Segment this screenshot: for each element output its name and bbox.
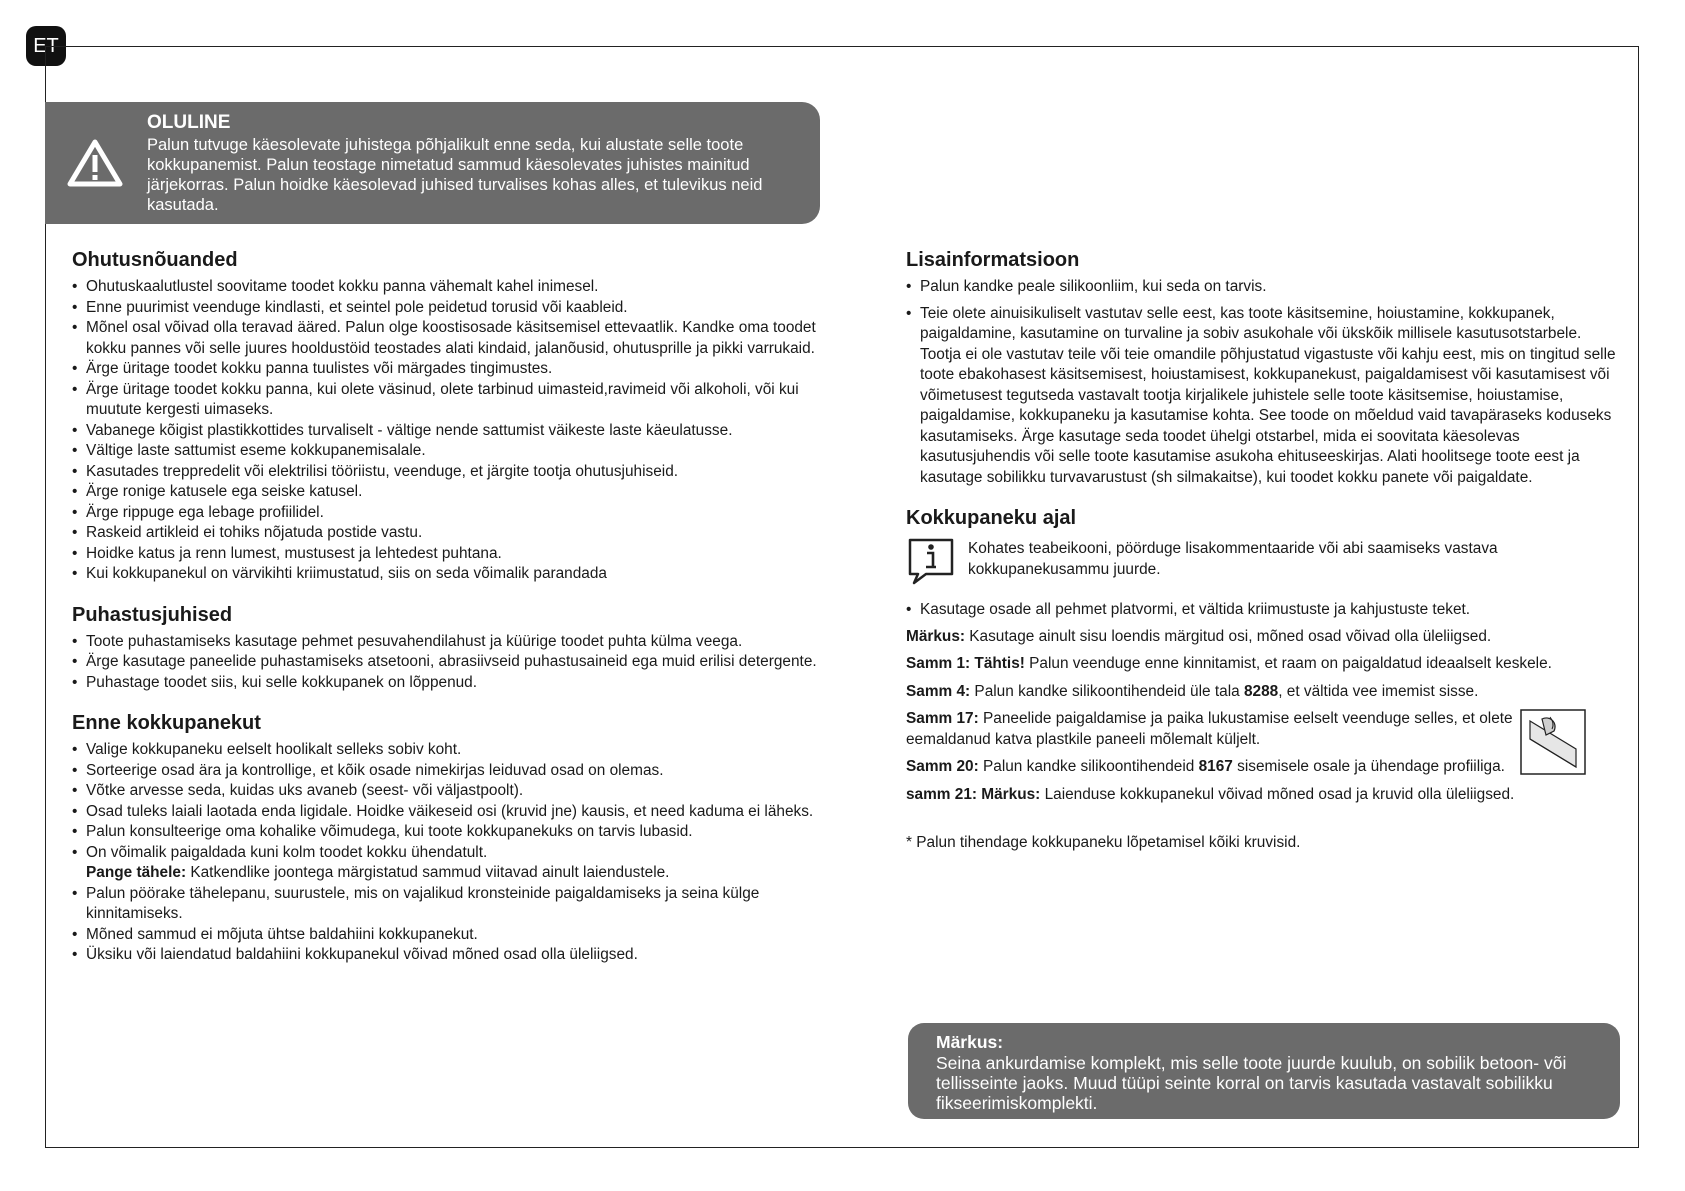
attention-text: Katkendlike joontega märgistatud sammud viitavad ainult laiendustele.	[186, 864, 670, 881]
list-item: • Ärge ronige katusele ega seiske katusel.	[72, 482, 832, 503]
step-4-text-end: , et vältida vee imemist sisse.	[1278, 682, 1479, 700]
important-title: OLULINE	[147, 112, 231, 133]
wall-anchor-note-text: Seina ankurdamise komplekt, mis selle toote juurde kuulub, on sobilik betoon- või tellisseinte jaoks. Muud tüüpi seinte korral on tarvis kasutada vastavalt sobilikku fikseerimiskomplekti.	[936, 1053, 1567, 1113]
list-item: • Sorteerige osad ära ja kontrollige, et kõik osade nimekirjas leiduvad osad on olemas.	[72, 761, 832, 782]
step-20-note	[906, 757, 1626, 778]
list-item: • Puhastage toodet siis, kui selle kokkupanek on lõppenud.	[72, 673, 832, 694]
safety-list	[72, 277, 832, 585]
step-21-label: samm 21: Märkus:	[906, 785, 1041, 803]
cleaning-list	[72, 632, 832, 694]
attention-label: Pange tähele:	[86, 864, 187, 881]
list-item	[72, 843, 832, 884]
list-item: • Palun konsulteerige oma kohalike võimudega, kui toote kokkupanekuks on tarvis lubasid.	[72, 822, 832, 843]
list-item: • Ärge kasutage paneelide puhastamiseks atsetooni, abrasiivseid puhastusaineid ega muid erilisi detergente.	[72, 652, 832, 673]
list-item: • Vältige laste sattumist eseme kokkupanemisalale.	[72, 441, 832, 462]
panel-film-removal-illustration	[1520, 709, 1586, 775]
list-item: • Ohutuskaalutlustel soovitame toodet kokku panna vähemalt kahel inimesel.	[72, 277, 832, 298]
step-4-label: Samm 4:	[906, 682, 971, 700]
list-item: • Raskeid artikleid ei tohiks nõjatuda postide vastu.	[72, 523, 832, 544]
list-item: • Palun kandke peale silikoonliim, kui seda on tarvis.	[906, 277, 1626, 298]
list-item: • Ärge rippuge ega lebage profiilidel.	[72, 503, 832, 524]
right-column	[906, 248, 1626, 872]
list-item: • Toote puhastamiseks kasutage pehmet pesuvahendilahust ja küürige toodet puhta külma veega.	[72, 632, 832, 653]
list-item-text: On võimalik paigaldada kuni kolm toodet kokku ühendatult.	[86, 843, 488, 861]
note-text: Kasutage ainult sisu loendis märgitud osi, mõned osad võivad olla üleliigsed.	[965, 627, 1492, 645]
during-assembly-heading: Kokkupaneku ajal	[906, 507, 1077, 529]
language-badge: ET	[26, 26, 66, 66]
step-17-label: Samm 17:	[906, 710, 979, 727]
step-17-text: Paneelide paigaldamise ja paika lukustamise eelselt veenduge selles, et olete eemaldanud katva plastkile paneeli mõlemalt küljelt.	[906, 710, 1513, 748]
step-17-note	[906, 709, 1516, 750]
important-text: Palun tutvuge käesolevate juhistega põhjalikult enne seda, kui alustate selle toote kokkupanemist. Palun teostage nimetatud sammud käesolevates juhistes mainitud järjekorras. Palun hoidke käesolevad juhised turvalises kohas alles, et tulevikus neid kasutada.	[147, 136, 763, 214]
step-21-text: Laienduse kokkupanekul võivad mõned osad ja kruvid olla üleliigsed.	[1040, 785, 1515, 803]
general-note	[906, 627, 1626, 648]
list-item: • Ärge üritage toodet kokku panna, kui olete väsinud, olete tarbinud uimasteid,ravimeid või alkoholi, või kui muutute kergesti uimaseks.	[72, 380, 832, 421]
list-item: • Kasutage osade all pehmet platvormi, et vältida kriimustuste ja kahjustuste teket.	[906, 600, 1626, 621]
list-item: • Kasutades treppredelit või elektrilisi tööriistu, veenduge, et järgite tootja ohutusjuhiseid.	[72, 462, 832, 483]
safety-section	[72, 248, 832, 585]
attention-note	[86, 863, 832, 884]
list-item: • Üksiku või laiendatud baldahiini kokkupanekul võivad mõned osad olla üleliigsed.	[72, 945, 832, 966]
list-item: • Valige kokkupaneku eelselt hoolikalt selleks sobiv koht.	[72, 740, 832, 761]
step-1-label: Samm 1: Tähtis!	[906, 655, 1025, 672]
additional-info-heading: Lisainformatsioon	[906, 249, 1080, 271]
important-notice	[45, 102, 820, 224]
list-item: • Palun pöörake tähelepanu, suurustele, mis on vajalikud kronsteinide paigaldamiseks ja seina külge kinnitamiseks.	[72, 884, 832, 925]
step-1-text: Palun veenduge enne kinnitamist, et raam on paigaldatud ideaalselt keskele.	[1024, 655, 1552, 672]
note-label: Märkus:	[906, 627, 966, 645]
wall-anchor-note	[908, 1023, 1620, 1119]
list-item: • Hoidke katus ja renn lumest, mustusest ja lehtedest puhtana.	[72, 544, 832, 565]
list-item: • Mõnel osal võivad olla teravad ääred. Palun olge koostisosade käsitsemisel ettevaatlik. Kandke oma toodet kokku pannes või selle juures hooldustöid teostades alati kindaid, jalanõusid, ohutusprille ja pikki varrukaid.	[72, 318, 832, 359]
during-assembly-list	[906, 600, 1626, 621]
list-item: • Ärge üritage toodet kokku panna tuulistes või märgades tingimustes.	[72, 359, 832, 380]
step-20-text-end: sisemisele osale ja ühendage profiiliga.	[1232, 758, 1505, 775]
during-assembly-section	[906, 506, 1626, 854]
info-row	[906, 536, 1626, 586]
additional-info-section	[906, 248, 1626, 488]
additional-info-list	[906, 277, 1626, 488]
info-text: Kohates teabeikooni, pöörduge lisakommentaaride või abi saamiseks vastava kokkupanekusammu juurde.	[968, 540, 1498, 578]
step-17-block	[906, 709, 1626, 750]
part-code-8167: 8167	[1198, 758, 1233, 775]
part-code-8288: 8288	[1243, 682, 1279, 700]
cleaning-heading: Puhastusjuhised	[72, 603, 233, 626]
list-item: • Osad tuleks laiali laotada enda ligidale. Hoidke väikeseid osi (kruvid jne) kausis, et need kaduma ei läheks.	[72, 802, 832, 823]
before-assembly-list	[72, 740, 832, 966]
footnote: * Palun tihendage kokkupaneku lõpetamisel kõiki kruvisid.	[906, 834, 1301, 851]
step-4-note	[906, 682, 1626, 703]
cleaning-section	[72, 603, 832, 694]
list-item: • Enne puurimist veenduge kindlasti, et seintel pole peidetud torusid või kaableid.	[72, 298, 832, 319]
list-item: • Vabanege kõigist plastikkottides turvaliselt - vältige nende sattumist väikeste laste käeulatusse.	[72, 421, 832, 442]
list-item: • Teie olete ainuisikuliselt vastutav selle eest, kas toote käsitsemine, hoiustamine, kokkupanek, paigaldamine, kasutamine on turvaline ja sobiv asukohale või ükskõik millisele kasutusotstarbele. Tootja ei ole vastutav teile või teie omandile põhjustatud vigastuste või kahju eest, mis on tingitud selle toote ebakohasest käsitsemisest, hoiustamisest, kokkupanekust, paigaldamisest või kasutamisest või võimetusest tegutseda vastavalt tootja kirjalikele juhistele selle toote käsitsemise, hoiustamise, paigaldamise, kokkupaneku ja kasutamise kohta. See toode on mõeldud vaid tavapäraseks koduseks kasutamiseks. Ärge kasutage seda toodet ühelgi otstarbel, mida ei soovitata käesolevas kasutusjuhendis või selle toote kasutamise asukoha ehituseeskirjas. Alati hoolitsege toote eest ja kasutage sobilikku turvavarustust (sh silmakaitse), kui toodet kokku panete või paigaldate.	[906, 304, 1626, 489]
warning-triangle-icon	[67, 138, 123, 188]
step-20-text: Palun kandke silikoontihendeid	[978, 758, 1199, 775]
safety-heading: Ohutusnõuanded	[72, 249, 238, 271]
before-assembly-heading: Enne kokkupanekut	[72, 712, 261, 734]
list-item: • Võtke arvesse seda, kuidas uks avaneb (seest- või väljastpoolt).	[72, 781, 832, 802]
left-column	[72, 248, 832, 984]
before-assembly-section	[72, 711, 832, 966]
wall-anchor-note-title: Märkus:	[936, 1032, 1004, 1052]
list-item: • Kui kokkupanekul on värvikihti kriimustatud, siis on seda võimalik parandada	[72, 564, 832, 585]
step-20-label: Samm 20:	[906, 758, 979, 775]
info-icon	[906, 536, 956, 586]
step-4-text: Palun kandke silikoontihendeid üle tala	[970, 682, 1244, 700]
list-item: • Mõned sammud ei mõjuta ühtse baldahiini kokkupanekut.	[72, 925, 832, 946]
step-21-note	[906, 785, 1626, 806]
step-1-note	[906, 654, 1626, 675]
